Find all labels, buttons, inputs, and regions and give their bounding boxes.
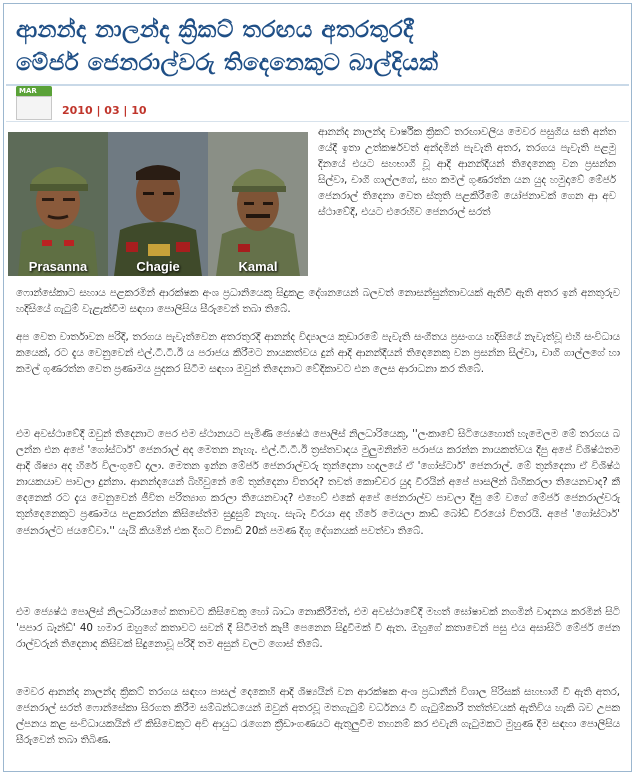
paragraph-3: එම අවස්ථාවේදී ඔවුන් තිදෙනාට පෙර එම ස්ථානයට පැමිණි ජ්‍යෙෂ්ඨ පොලිස් නිලධාරියෙකු, ''ලංකාවේ සිටියෙහොත් හැමෙලම මේ තරගය බලන්න එන අපේ 'ගෝස්ටාර්' ජෙනරාල් අද මෙතන නැහැ. එල්.ටී.ටී.ඊ ත්‍රස්තවාදය මුලුමනින්ම පරාජය කරන්න නායකත්වය දීපු අපේ විශිෂ්ඨතම ආදි ශිෂ්‍යා අද හිරේ විලංගුවේ දාලා. මෙතන ඉන්න මේජර් ජෙනරාල්වරු තුන්දෙනා හදලයේ ඒ 'ගෝස්ටාර්' ජෙනරාල්. මේ තුන්දෙනා ඒ විශිෂ්ඨ නායකයාව පාවලා දුන්නා. ආනන්දයෙන් බිහිවුනේ මේ තුන්දෙනා විතරද? තවත් කොච්චර යුද වීරයින් අපේ පාසලින් බිහිකරලා තියෙනවාද? කී දෙනෙක් රට දැය වෙනුවෙන් ජීවිත පරිත්‍යාග කරලා තියෙනවාද? එහෙව් එකේ අපේ ජෙනරාල්ව පාවලා දීපු මේ වගේ මේජර් ජෙනරාල්වරු තුන්දෙනෙකුට ප්‍රණාමය පළකරන්න කිසිසේත්ම සුදුසුම් නැහැ. සැබෑ වීරයා අද හිරේ මෙයලා කාඩ් බෝඩ් වීරයෝ විතරයි. අපේ 'ගෝස්ටාර්' ජෙනරාල්ට ජයවේවා.'' යැයි කියමින් එක දිගට විනාඩි 20ක් පමණ දිගු දේශනයක් පවත්වා තිබේ. (16, 428, 620, 537)
paragraph-4: එම ජ්‍යෙෂ්ඨ පොලිස් නිලධාරියාගේ කතාවට කිසිවෙකු හෝ බාධා නොකිරීමත්, එම අවස්ථාවේදී මහත් ඝෝෂාවක් නගමින් වාදනය කරමින් සිටි 'පපාර බෑන්ඩ්' 40 හමාර ඔහුගේ කතාවට සවන් දී සිටීමත් කැපී පෙනෙන සිදුවීමක් වී ඇත. ඔහුගේ කතාවෙන් පසු එය අසාසිටි මේජර් ජෙනරාල්වරුන් තිදෙනාද කිසිවක් සිදුනොවූ පරිදි තම අසුන් වලට ගොස් තිබේ. (16, 606, 620, 651)
photo-label-prasanna: Prasanna (28, 259, 88, 274)
photo-kamal (208, 132, 308, 276)
header-divider (6, 84, 629, 86)
paragraph-5: මෙවර ආනන්ද නාලන්ද ක්‍රිකට් තරගය සඳහා පාසල් දෙකෙහි ආදි ශිෂ්‍යයින් වන ආරක්ෂක අංශ ප්‍රධානීන් විශාල පිරිසක් සහභාගී වී ඇති අතර, ජෙනරාල් සරත් ෆොන්සේකා සිරගත කිරීම සම්බන්ධයෙන් ඔවුන් අතරවූ මතගැටුම් වර්ධනය වී ගැටුම්කාරී තත්ත්වයක් ඇතිවිය හැකි බව උපකල්පනය කළ සංවිධායකයින් ඒ කිසිවෙකුට අවි ආයුධ රැගෙන ක්‍රීඩාංගණයට ඇතුලුවීම තහනම් කර එවැනි ගැටුමකට මුහුණ දීම සඳහා පොලිසිය සීරුවෙන් තබා තිබිණ. (16, 686, 620, 747)
publish-date: 2010 | 03 | 10 (62, 104, 147, 117)
paragraph-2: අප වෙත වාර්තාවන පරිදි, තරගය පැවැත්වෙන අතරතුරදී ආනන්ද විද්‍යාලය කුඩාරමේ පැවැති සංගීතය ප්‍රසංගය හදිසියේ නැවැත්වූ එහි සංවිධායකයෙක්, රට දැය වෙනුවෙන් එල්.ටී.ටී.ඊ ය පරාජය කිරීමට නායකත්වය දුන් ආදි ආනන්දීයන් තිදෙනෙකු වන ප්‍රසන්න සිල්වා, චාගි ගාල්ලගේ හා කමල් ගුණරත්න වෙත ප්‍රණාමය පුදකර සිටීම සඳහා ඔවුන් තිදෙනාට වේදිකාවට එන ලෙස ආරාධනා කර තිබේ. (16, 331, 620, 376)
date-divider (6, 121, 629, 122)
headline (16, 14, 616, 80)
photo-prasanna (8, 132, 108, 276)
photo-label-kamal: Kamal (238, 259, 278, 274)
paragraph-1-continued: ෆොන්සේකාට සහාය පළකරමින් ආරක්ෂක අංශ ප්‍රධානියෙකු සිදුකළ දේශනයෙන් බලවත් නොසන්සුන්තාවයක් ඇතිවී ඇති අතර ඉන් අනතුරුව හදිසියේ ගැටුම් වැළැක්වීම සඳහා පොලිසිය සීරුවෙන් තබා තිබේ. (16, 287, 620, 316)
photo-chagie (108, 132, 208, 276)
calendar-month: MAR (16, 86, 52, 96)
calendar-body (16, 96, 52, 120)
headline-line-1: ආනන්ද නාලන්ද ක්‍රිකට් තරඟය අතරතුරදී (16, 17, 414, 43)
photo-label-chagie: Chagie (136, 259, 180, 274)
calendar-icon (16, 86, 52, 120)
officers-photo (8, 132, 308, 276)
article-frame (3, 3, 632, 772)
paragraph-1-side: ආනන්ද නාලන්ද වාර්ෂික ක්‍රිකට් තරඟාවලිය මෙවර පසුගිය සති අන්තයේදී ඉතා උත්කර්ෂවත් අන්දමින් පැවැති අතර, තරගය පැවැති පළමු දිනයේ එයට සහභාගී වූ ආදි ආනන්දීයන් තිදෙනෙකු වන ප්‍රසන්න සිල්වා, චාගි ගාල්ලගේ, සහ කමල් ගුණරත්න යන යුද හමුදාවේ මේජර් ජෙනරාල් තිදෙනා වෙත ස්තුති පළකිරීමේ යෝජනාවක් ගෙන ආ අවස්ථාවේදී, එයට එරෙහිව ජෙනරාල් සරත් (318, 126, 616, 219)
headline-line-2: මේජර් ජෙනරාල්වරු තිදෙනෙකුට බාල්දියක් (16, 50, 439, 76)
